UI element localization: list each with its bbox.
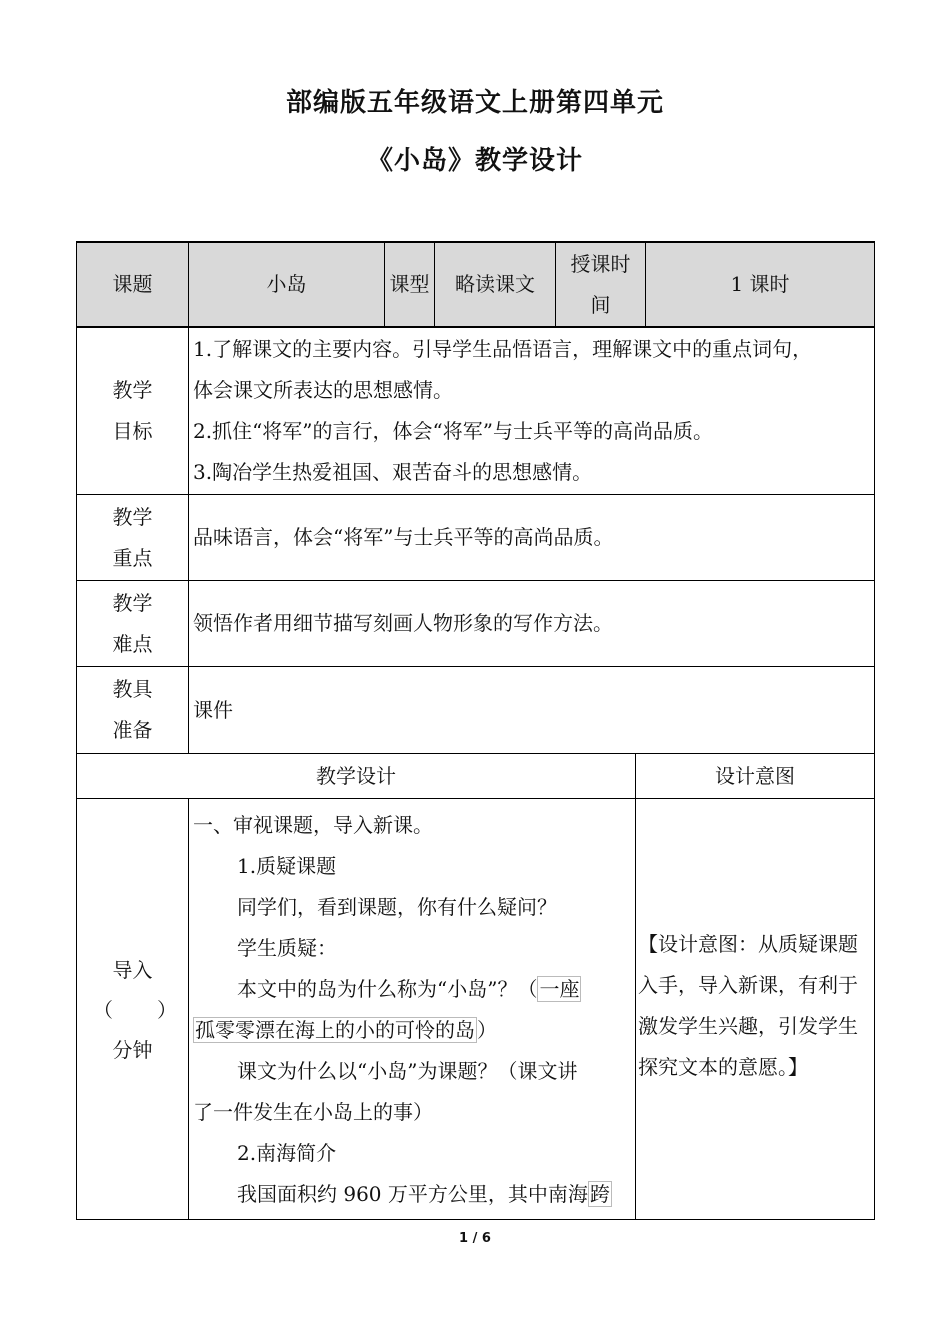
goals-content: [188, 327, 875, 495]
intro-line: 1.质疑课题: [237, 854, 337, 878]
intro-line: [193, 969, 635, 1010]
topic-label: 课题: [76, 241, 189, 327]
intent-line: 激发学生兴趣，引发学生: [638, 1014, 858, 1038]
type-value: 略读课文: [434, 241, 556, 327]
intro-line: [193, 1010, 635, 1051]
intro-line: 同学们，看到课题，你有什么疑问？: [237, 895, 557, 919]
intro-label-line3: 分钟: [112, 1038, 153, 1062]
intro-content: [188, 798, 636, 1220]
key-points-text: 品味语言，体会“将军”与士兵平等的高尚品质。: [193, 525, 614, 549]
goals-label-line2: 目标: [112, 419, 153, 443]
materials-label: [76, 666, 189, 754]
document-title: 部编版五年级语文上册第四单元: [285, 88, 664, 118]
intro-line: 了一件发生在小岛上的事）: [193, 1100, 433, 1124]
goal-line: 2.抓住“将军”的言行，体会“将军”与士兵平等的高尚品质。: [193, 419, 713, 443]
design-header-right: 设计意图: [635, 753, 875, 799]
highlighted-answer: 孤零零漂在海上的小的可怜的岛: [195, 1018, 475, 1042]
topic-value: 小岛: [188, 241, 385, 327]
difficulties-label: [76, 580, 189, 667]
intro-line: 2.南海简介: [237, 1141, 337, 1165]
time-label: [555, 241, 646, 327]
materials-text: 课件: [193, 697, 233, 722]
page-number: 1 / 6: [459, 1231, 491, 1246]
intro-label-open-paren: （: [93, 998, 113, 1022]
intro-label-line1: 导入: [112, 958, 153, 982]
goal-line: 体会课文所表达的思想感情。: [193, 378, 453, 402]
intro-line: [193, 1174, 635, 1215]
intent-line: 【设计意图：从质疑课题: [638, 932, 858, 956]
key-points-label-line2: 重点: [112, 545, 153, 570]
document-subtitle: 《小岛》教学设计: [366, 146, 583, 176]
key-points-label-line1: 教学: [112, 504, 153, 529]
goals-label: [76, 327, 189, 495]
goal-line: 1.了解课文的主要内容。引导学生品悟语言，理解课文中的重点词句，: [193, 337, 813, 361]
time-label-line1: 授课时: [570, 251, 631, 276]
intro-label-close-paren: ）: [157, 998, 177, 1022]
design-header-left: 教学设计: [76, 753, 636, 799]
intro-line: 一、审视课题，导入新课。: [193, 813, 433, 837]
difficulties-label-line2: 难点: [112, 631, 153, 656]
intro-line-part: 我国面积约 960 万平方公里，其中南海: [237, 1182, 588, 1206]
time-label-line2: 间: [590, 292, 611, 317]
difficulties-content: [188, 580, 875, 667]
time-value: 1 课时: [645, 241, 875, 327]
lesson-plan-table: [76, 241, 875, 1220]
intent-line: 探究文本的意愿。】: [638, 1055, 808, 1079]
intro-intent: [635, 798, 875, 1220]
difficulties-text: 领悟作者用细节描写刻画人物形象的写作方法。: [193, 611, 613, 635]
materials-label-line2: 准备: [112, 718, 153, 742]
key-points-label: [76, 494, 189, 581]
key-points-content: [188, 494, 875, 581]
intro-line-part: 本文中的岛为什么称为“小岛”？（: [237, 977, 538, 1001]
materials-label-line1: 教具: [112, 677, 153, 701]
difficulties-label-line1: 教学: [112, 590, 153, 615]
intro-line-part: ）: [477, 1018, 497, 1042]
highlighted-answer: 一座: [539, 977, 580, 1001]
highlighted-char: 跨: [589, 1182, 610, 1206]
goal-line: 3.陶冶学生热爱祖国、艰苦奋斗的思想感情。: [193, 460, 593, 484]
goals-label-line1: 教学: [112, 378, 153, 402]
intro-label: [76, 798, 189, 1220]
intro-line: 学生质疑：: [237, 936, 337, 960]
intent-line: 入手，导入新课，有利于: [638, 973, 858, 997]
materials-content: [188, 666, 875, 754]
type-label: 课型: [384, 241, 435, 327]
intro-line: 课文为什么以“小岛”为课题？（课文讲: [237, 1059, 578, 1083]
